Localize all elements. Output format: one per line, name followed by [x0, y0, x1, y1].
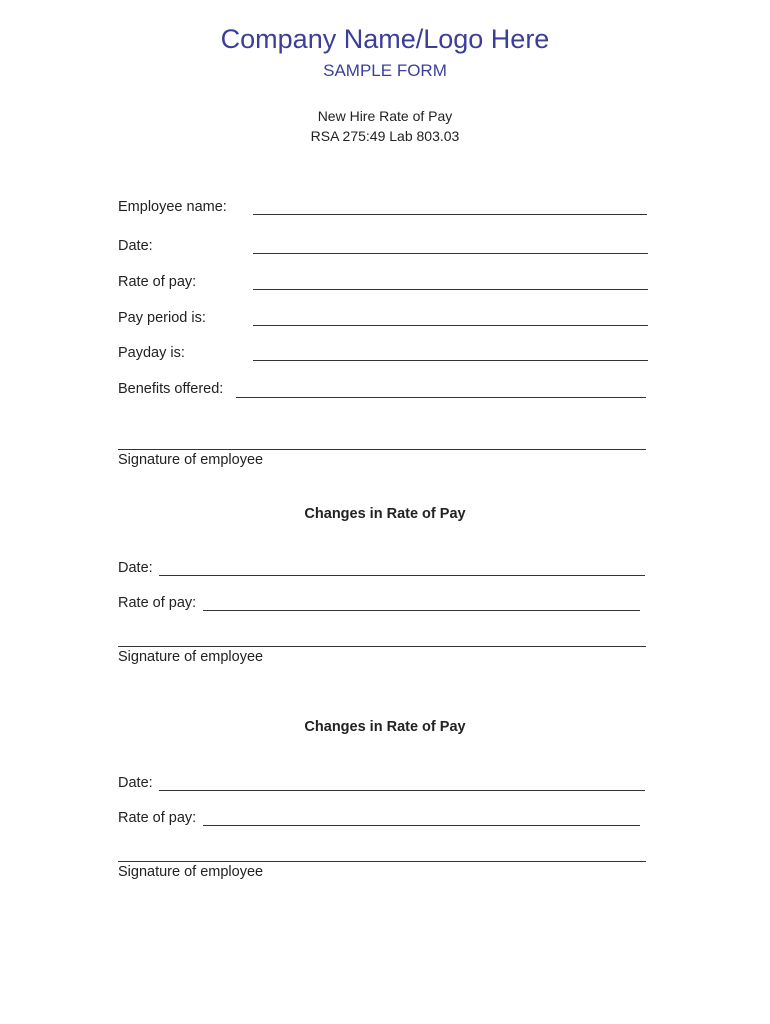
changes-heading-2: Changes in Rate of Pay	[304, 719, 466, 735]
changes-signature-label-2: Signature of employee	[118, 864, 264, 880]
changes-signature-line-2[interactable]	[118, 861, 646, 862]
date-label: Date:	[118, 238, 153, 254]
signature-label: Signature of employee	[118, 452, 264, 468]
rate-of-pay-field[interactable]	[253, 289, 648, 290]
changes-signature-label: Signature of employee	[118, 649, 264, 665]
changes-date-field-2[interactable]	[159, 790, 645, 791]
payday-field[interactable]	[253, 360, 648, 361]
changes-date-field[interactable]	[159, 575, 645, 576]
benefits-offered-field[interactable]	[236, 397, 646, 398]
changes-rate-label-2: Rate of pay:	[118, 810, 197, 826]
signature-line[interactable]	[118, 449, 646, 450]
company-name-logo: Company Name/Logo Here	[220, 24, 550, 54]
benefits-offered-label: Benefits offered:	[118, 381, 224, 397]
changes-rate-field-2[interactable]	[203, 825, 640, 826]
document-title: New Hire Rate of Pay	[317, 108, 453, 124]
rate-of-pay-label: Rate of pay:	[118, 274, 197, 290]
statute-reference: RSA 275:49 Lab 803.03	[310, 128, 460, 144]
form-type-label: SAMPLE FORM	[323, 61, 447, 80]
changes-rate-label: Rate of pay:	[118, 595, 197, 611]
pay-period-field[interactable]	[253, 325, 648, 326]
payday-label: Payday is:	[118, 345, 185, 361]
changes-signature-line[interactable]	[118, 646, 646, 647]
changes-rate-field[interactable]	[203, 610, 640, 611]
date-field[interactable]	[253, 253, 648, 254]
pay-period-label: Pay period is:	[118, 310, 206, 326]
changes-date-label-2: Date:	[118, 775, 153, 791]
employee-name-label: Employee name:	[118, 199, 227, 215]
changes-date-label: Date:	[118, 560, 153, 576]
employee-name-field[interactable]	[253, 214, 647, 215]
changes-heading: Changes in Rate of Pay	[304, 506, 466, 522]
